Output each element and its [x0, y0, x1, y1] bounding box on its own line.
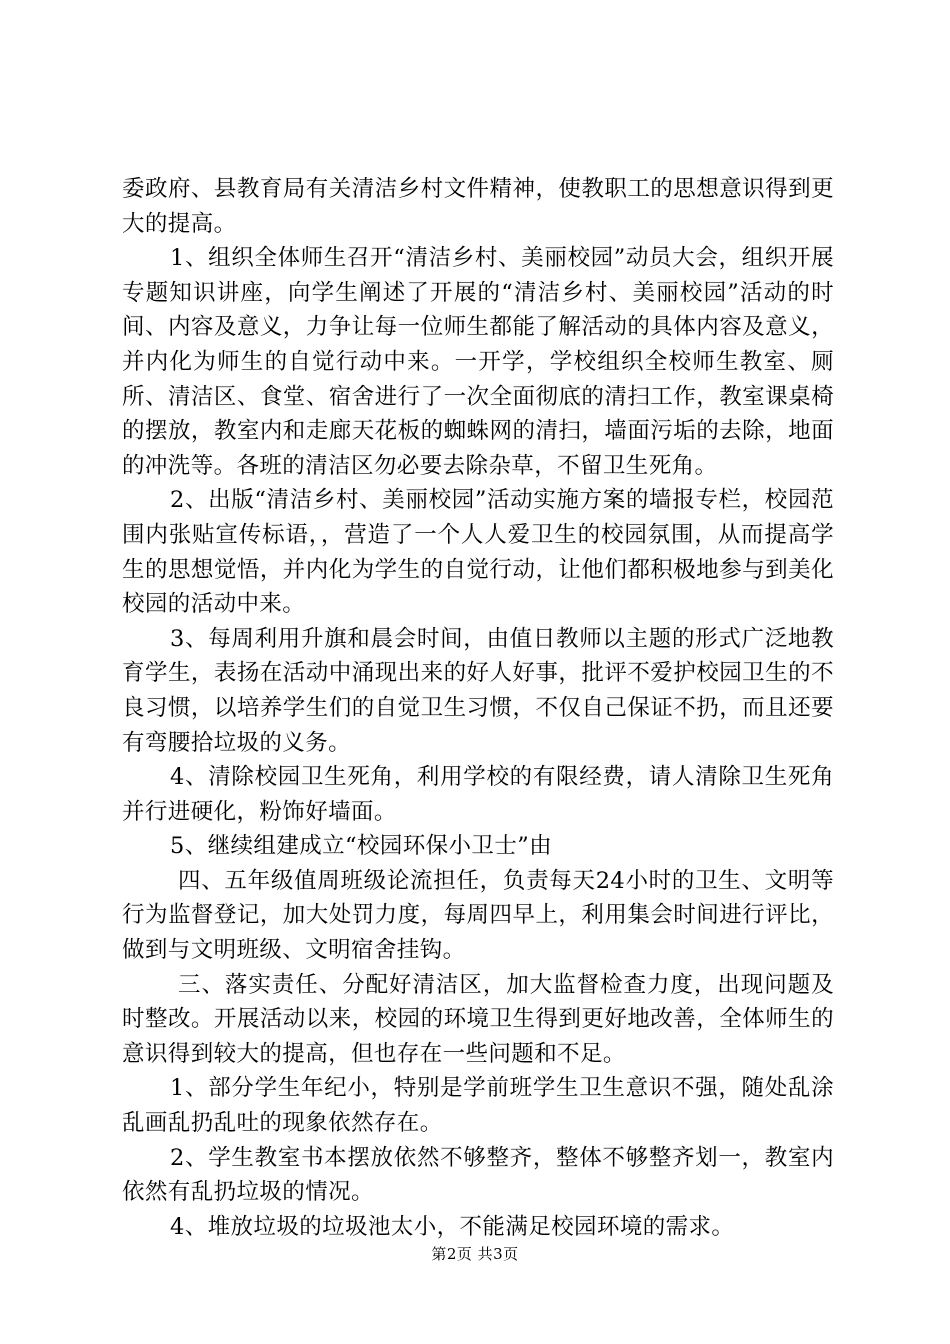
paragraph: 4、堆放垃圾的垃圾池太小，不能满足校园环境的需求。: [170, 1213, 735, 1240]
paragraph: 2、学生教室书本摆放依然不够整齐，整体不够整齐划一，教室内依然有乱扔垃圾的情况。: [122, 1144, 834, 1206]
paragraph: 四、五年级值周班级论流担任，负责每天24小时的卫生、文明等行为监督登记，加大处罚力度，每周四早上，利用集会时间进行评比，做到与文明班级、文明宿舍挂钩。: [122, 867, 834, 964]
page-footer: 第2页 共3页: [431, 1245, 519, 1263]
paragraph: 1、部分学生年纪小，特别是学前班学生卫生意识不强，随处乱涂乱画乱扔乱吐的现象依然存在。: [122, 1075, 834, 1137]
paragraph: 3、每周利用升旗和晨会时间，由值日教师以主题的形式广泛地教育学生，表扬在活动中涌现出来的好人好事，批评不爱护校园卫生的不良习惯，以培养学生们的自觉卫生习惯，不仅自己保证不扔，而且还要有弯腰拾垃圾的义务。: [122, 625, 834, 756]
paragraph: 委政府、县教育局有关清洁乡村文件精神，使教职工的思想意识得到更大的提高。: [122, 176, 834, 237]
paragraph: 1、组织全体师生召开“清洁乡村、美丽校园”动员大会，组织开展专题知识讲座，向学生阐述了开展的“清洁乡村、美丽校园”活动的时间、内容及意义，力争让每一位师生都能了解活动的具体内容及意义，并内化为师生的自觉行动中来。一开学，学校组织全校师生教室、厕所、清洁区、食堂、宿舍进行了一次全面彻底的清扫工作，教室课桌椅的摆放，教室内和走廊天花板的蜘蛛网的清扫，墙面污垢的去除，地面的冲洗等。各班的清洁区勿必要去除杂草，不留卫生死角。: [122, 245, 834, 479]
paragraph: 4、清除校园卫生死角，利用学校的有限经费，请人清除卫生死角并行进硬化，粉饰好墙面。: [122, 764, 834, 825]
paragraph: 三、落实责任、分配好清洁区，加大监督检查力度，出现问题及时整改。开展活动以来，校园的环境卫生得到更好地改善，全体师生的意识得到较大的提高，但也存在一些问题和不足。: [122, 971, 834, 1067]
paragraph: 2、出版“清洁乡村、美丽校园”活动实施方案的墙报专栏，校园范围内张贴宣传标语，，营造了一个人人爱卫生的校园氛围，从而提高学生的思想觉悟，并内化为学生的自觉行动，让他们都积极地参与到美化校园的活动中来。: [122, 487, 834, 618]
paragraph: 5、继续组建成立“校园环保小卫士”由: [170, 833, 553, 860]
document-body: [122, 172, 834, 1244]
